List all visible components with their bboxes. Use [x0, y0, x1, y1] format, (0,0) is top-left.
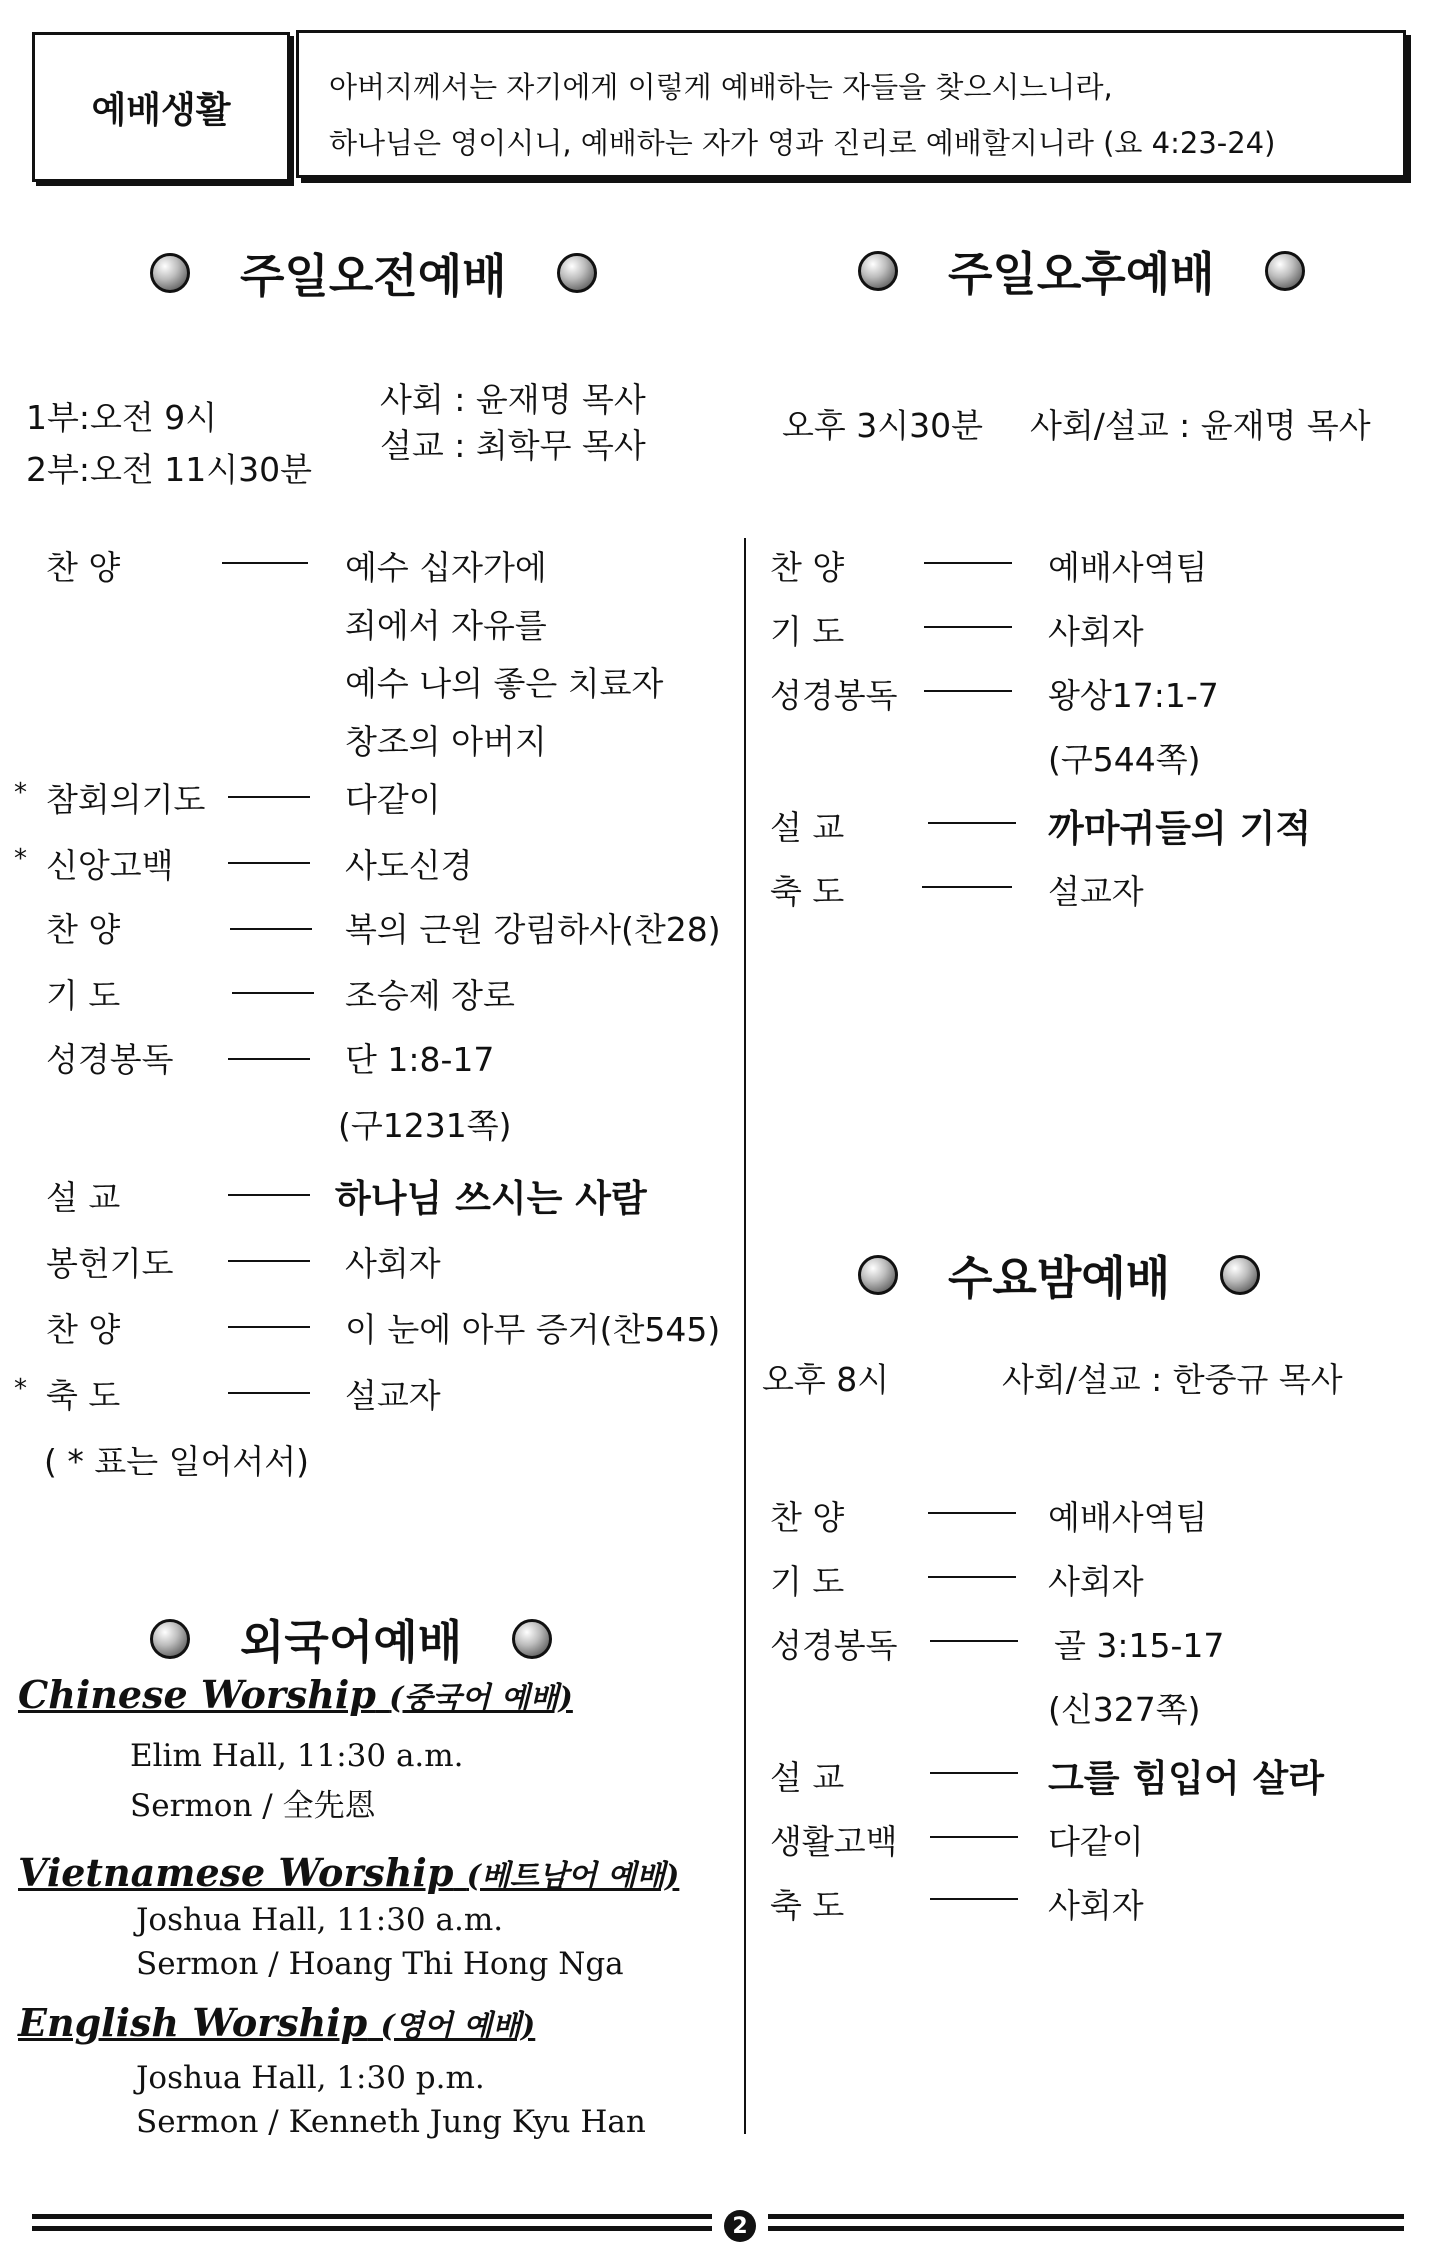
standing-note: ( * 표는 일어서서): [44, 1442, 309, 1481]
leader-line: [228, 1058, 310, 1060]
bullet-ball-icon: [858, 1255, 898, 1295]
order-label: 축 도: [770, 1886, 845, 1925]
order-label: 찬 양: [46, 1310, 121, 1349]
order-label: 찬 양: [46, 548, 121, 587]
order-value: 설교자: [1048, 872, 1144, 911]
order-value: (구1231쪽): [338, 1106, 512, 1145]
order-value: 예배사역팀: [1048, 1498, 1208, 1537]
leader-line: [230, 928, 312, 930]
morning-preacher: 설교 : 최학무 목사: [380, 426, 646, 465]
english-worship-place: Joshua Hall, 1:30 p.m.: [136, 2060, 485, 2096]
section-label-box: [32, 32, 290, 182]
order-value: (구544쪽): [1048, 740, 1201, 779]
foreign-worship-title: 외국어예배: [150, 1606, 552, 1672]
page-number: 2: [724, 2210, 756, 2242]
leader-line: [928, 822, 1016, 824]
verse-line-2: 하나님은 영이시니, 예배하는 자가 영과 진리로 예배할지니라 (요 4:23-24): [329, 126, 1276, 160]
leader-line: [922, 886, 1012, 888]
order-label: 기 도: [46, 976, 121, 1015]
order-value: 복의 근원 강림하사(찬28): [345, 910, 721, 949]
leader-line: [228, 796, 310, 798]
wednesday-time: 오후 8시: [762, 1360, 890, 1399]
order-value: 사회자: [345, 1244, 441, 1283]
chinese-worship-place: Elim Hall, 11:30 a.m.: [130, 1738, 464, 1774]
order-label: 신앙고백: [46, 846, 174, 885]
order-label: 축 도: [770, 872, 845, 911]
footer-rule-right: [768, 2214, 1404, 2219]
sermon-title: 그를 힘입어 살라: [1048, 1757, 1324, 1800]
order-label: 설 교: [46, 1178, 121, 1217]
bullet-ball-icon: [858, 251, 898, 291]
footer-rule-right: [768, 2226, 1404, 2231]
leader-line: [928, 1512, 1016, 1514]
order-value: 사도신경: [345, 846, 473, 885]
sunday-morning-title: 주일오전예배: [150, 240, 597, 306]
leader-line: [228, 1326, 310, 1328]
order-label: 생활고백: [770, 1822, 898, 1861]
wednesday-title: 수요밤예배: [858, 1242, 1260, 1308]
leader-line: [232, 992, 314, 994]
order-value: 조승제 장로: [345, 976, 515, 1015]
morning-time-1: 1부:오전 9시: [26, 398, 218, 437]
verse-line-1: 아버지께서는 자기에게 이렇게 예배하는 자들을 찾으시느니라,: [329, 70, 1113, 104]
order-value: 골 3:15-17: [1054, 1626, 1225, 1665]
order-value: 창조의 아버지: [345, 722, 547, 761]
column-divider: [744, 538, 746, 2134]
order-label: 성경봉독: [770, 1626, 898, 1665]
order-value: (신327쪽): [1048, 1690, 1201, 1729]
afternoon-time: 오후 3시30분: [782, 406, 983, 445]
order-label: 기 도: [770, 612, 845, 651]
sermon-title: 까마귀들의 기적: [1048, 807, 1312, 850]
order-label: 설 교: [770, 1758, 845, 1797]
order-label: 봉헌기도: [46, 1244, 174, 1283]
english-worship-heading: English Worship (영어 예배): [18, 2000, 536, 2045]
chinese-worship-sermon: Sermon / 全先恩: [130, 1788, 376, 1824]
order-value: 이 눈에 아무 증거(찬545): [345, 1310, 721, 1349]
section-label: 예배생활: [91, 89, 231, 131]
order-value: 사회자: [1048, 612, 1144, 651]
order-label: 설 교: [770, 808, 845, 847]
order-label: 축 도: [46, 1376, 121, 1415]
leader-line: [228, 1260, 310, 1262]
bullet-ball-icon: [150, 1619, 190, 1659]
order-value: 죄에서 자유를: [345, 606, 547, 645]
leader-line: [928, 1576, 1016, 1578]
footer-rule-left: [32, 2226, 712, 2231]
vietnamese-worship-heading: Vietnamese Worship (베트남어 예배): [18, 1850, 680, 1895]
bullet-ball-icon: [557, 253, 597, 293]
order-value: 예수 나의 좋은 치료자: [345, 664, 664, 703]
order-label: 성경봉독: [46, 1040, 174, 1079]
bullet-ball-icon: [1220, 1255, 1260, 1295]
bullet-ball-icon: [1265, 251, 1305, 291]
order-value: 단 1:8-17: [345, 1040, 495, 1079]
wednesday-presider: 사회/설교 : 한중규 목사: [1002, 1360, 1343, 1399]
order-label: 찬 양: [770, 1498, 845, 1537]
sermon-title: 하나님 쓰시는 사람: [335, 1177, 647, 1220]
order-value: 다같이: [1048, 1822, 1144, 1861]
order-value: 설교자: [345, 1376, 441, 1415]
order-label: 찬 양: [46, 910, 121, 949]
stand-marker: *: [14, 778, 27, 808]
leader-line: [228, 862, 310, 864]
order-value: 예수 십자가에: [345, 548, 547, 587]
leader-line: [930, 1772, 1018, 1774]
vietnamese-worship-sermon: Sermon / Hoang Thi Hong Nga: [136, 1946, 624, 1982]
order-label: 찬 양: [770, 548, 845, 587]
leader-line: [924, 690, 1012, 692]
order-value: 다같이: [345, 780, 441, 819]
leader-line: [228, 1392, 310, 1394]
leader-line: [930, 1640, 1018, 1642]
bullet-ball-icon: [150, 253, 190, 293]
footer-rule-left: [32, 2214, 712, 2219]
leader-line: [930, 1898, 1018, 1900]
stand-marker: *: [14, 844, 27, 874]
leader-line: [228, 1194, 310, 1196]
chinese-worship-heading: Chinese Worship (중국어 예배): [18, 1672, 573, 1717]
morning-presider: 사회 : 윤재명 목사: [380, 380, 646, 419]
order-label: 성경봉독: [770, 676, 898, 715]
order-label: 기 도: [770, 1562, 845, 1601]
leader-line: [924, 626, 1012, 628]
order-value: 예배사역팀: [1048, 548, 1208, 587]
leader-line: [930, 1836, 1018, 1838]
afternoon-presider: 사회/설교 : 윤재명 목사: [1030, 406, 1371, 445]
verse-box: [296, 30, 1406, 178]
stand-marker: *: [14, 1374, 27, 1404]
order-value: 사회자: [1048, 1562, 1144, 1601]
order-value: 사회자: [1048, 1886, 1144, 1925]
order-label: 참회의기도: [46, 780, 206, 819]
vietnamese-worship-place: Joshua Hall, 11:30 a.m.: [136, 1902, 504, 1938]
morning-time-2: 2부:오전 11시30분: [26, 450, 312, 489]
leader-line: [222, 562, 308, 564]
sunday-afternoon-title: 주일오후예배: [858, 238, 1305, 304]
leader-line: [924, 562, 1012, 564]
bullet-ball-icon: [512, 1619, 552, 1659]
english-worship-sermon: Sermon / Kenneth Jung Kyu Han: [136, 2104, 646, 2140]
order-value: 왕상17:1-7: [1048, 676, 1219, 715]
